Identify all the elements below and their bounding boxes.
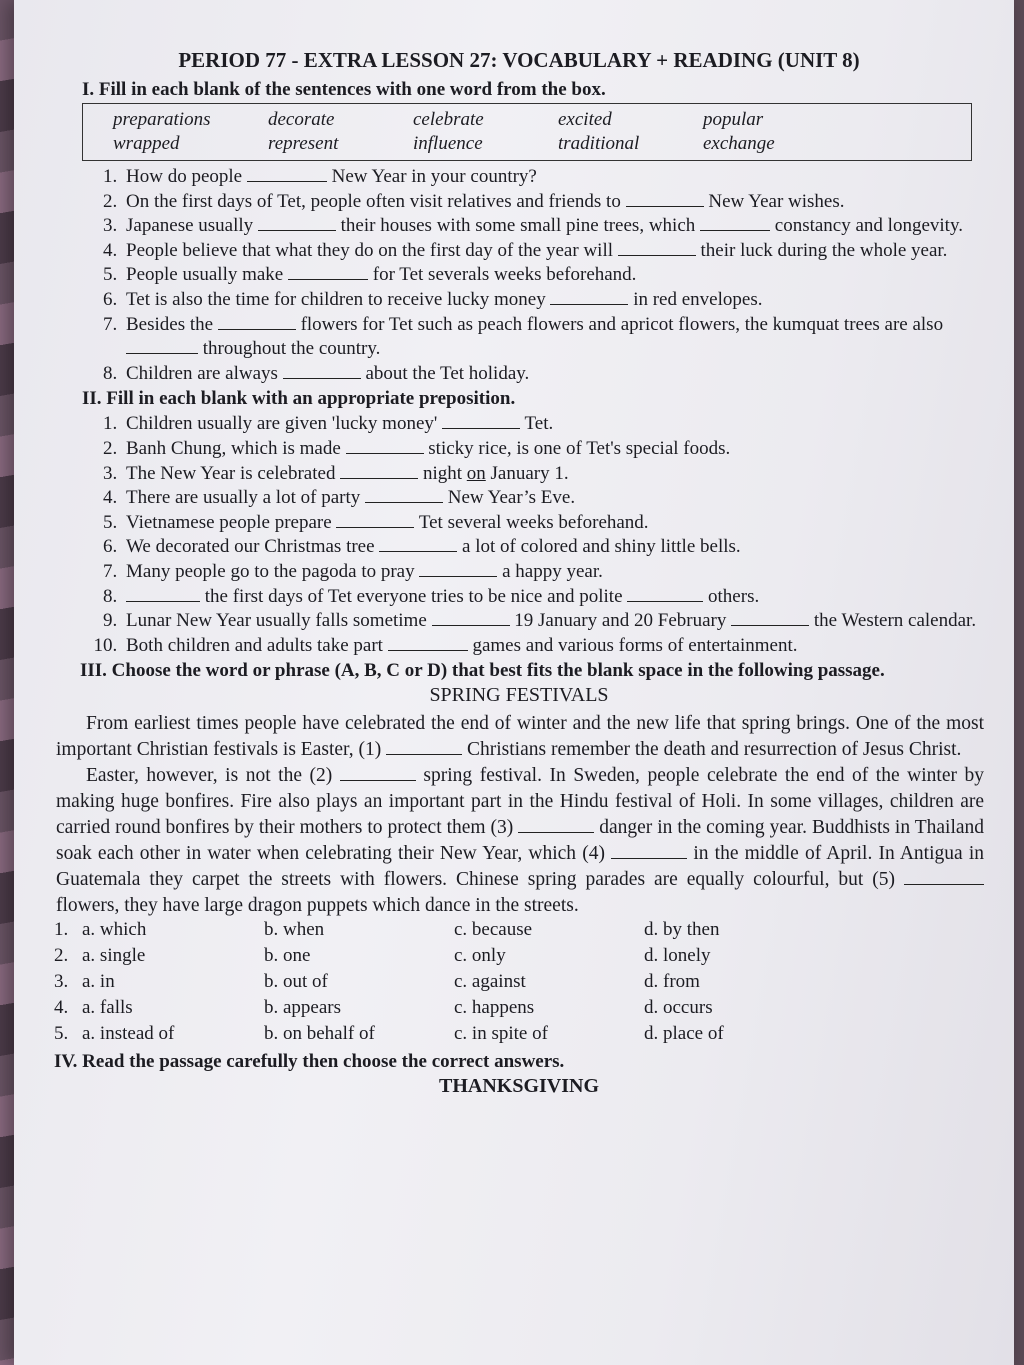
answer-blank[interactable]: [288, 263, 368, 280]
question-text: January 1.: [490, 462, 569, 484]
section-4-heading: IV. Read the passage carefully then choose the correct answers.: [54, 1051, 565, 1073]
option-a[interactable]: a. which: [82, 919, 147, 941]
question-text: night: [422, 462, 463, 484]
question-text: games and various forms of entertainment.: [472, 634, 798, 656]
passage-text: flowers, they have large dragon puppets which dance in the streets.: [56, 895, 579, 917]
word-box: [82, 103, 972, 161]
question-text: Children are always: [126, 362, 278, 384]
word-box-item: wrapped: [113, 133, 180, 154]
section-1-heading: I. Fill in each blank of the sentences with one word from the box.: [82, 79, 606, 100]
passage-text: spring festival. In Sweden, people celebrate the end of the winter by making huge bonfires. Fire also plays an important part in the Hindu festival of Holi. In some villages, children are carried round bonfires by their mothers to protect them (3): [56, 765, 985, 839]
option-b[interactable]: b. appears: [264, 997, 342, 1019]
worksheet-paper: [14, 0, 1014, 1365]
option-c[interactable]: c. only: [454, 945, 506, 967]
question-text: Children usually are given 'lucky money': [126, 413, 438, 435]
question-item: [122, 634, 984, 659]
option-number: 2.: [54, 945, 69, 967]
question-text: Tet several weeks beforehand.: [418, 511, 649, 533]
answer-blank[interactable]: [700, 214, 770, 231]
question-item: [122, 362, 984, 387]
passage-text: Christians remember the death and resurrection of Jesus Christ.: [467, 739, 962, 761]
question-item: [122, 165, 984, 190]
question-text: We decorated our Christmas tree: [126, 536, 375, 558]
passage-title: SPRING FESTIVALS: [429, 684, 609, 707]
word-box-row-2: [113, 132, 941, 156]
question-text: Japanese usually: [126, 215, 254, 237]
answer-blank[interactable]: [442, 412, 520, 429]
question-text: Banh Chung, which is made: [126, 437, 341, 459]
word-box-item: popular: [703, 109, 764, 130]
option-c[interactable]: c. in spite of: [454, 1023, 548, 1045]
question-item: [122, 313, 984, 362]
word-box-item: excited: [558, 109, 612, 130]
question-item: [122, 462, 984, 487]
question-text: their luck during the whole year.: [700, 239, 948, 261]
option-row: [54, 1023, 724, 1049]
option-b[interactable]: b. when: [264, 919, 325, 941]
answer-blank[interactable]: [379, 535, 457, 552]
question-item: [122, 535, 984, 560]
option-a[interactable]: a. single: [82, 945, 146, 967]
question-item: [122, 288, 984, 313]
question-text: 19 January and 20 February: [514, 610, 727, 632]
question-text: Many people go to the pagoda to pray: [126, 560, 415, 582]
answer-blank[interactable]: [283, 362, 361, 379]
question-text: about the Tet holiday.: [365, 362, 530, 384]
question-text: a lot of colored and shiny little bells.: [462, 536, 741, 558]
answer-blank[interactable]: [618, 239, 696, 256]
question-text: flowers for Tet such as peach flowers and apricot flowers, the kumquat trees are also: [300, 313, 944, 335]
question-text: On the first days of Tet, people often visit relatives and friends to: [126, 190, 621, 212]
answer-blank[interactable]: [336, 511, 414, 528]
question-item: [122, 609, 984, 634]
option-row: [54, 971, 724, 997]
question-text: The New Year is celebrated: [126, 462, 336, 484]
option-b[interactable]: b. one: [264, 945, 311, 967]
section-3-heading: III. Choose the word or phrase (A, B, C or D) that best fits the blank space in the following passage.: [80, 660, 885, 682]
answer-blank[interactable]: [126, 585, 200, 602]
question-text: Both children and adults take part: [126, 634, 383, 656]
option-number: 3.: [54, 971, 69, 993]
answer-blank[interactable]: [627, 585, 703, 602]
question-item: [122, 263, 984, 288]
option-row: [54, 919, 724, 945]
option-a[interactable]: a. falls: [82, 997, 133, 1019]
page-title: PERIOD 77 - EXTRA LESSON 27: VOCABULARY + READING (UNIT 8): [178, 48, 860, 72]
word-box-item: decorate: [268, 109, 335, 130]
question-text: in red envelopes.: [633, 288, 763, 310]
answer-blank[interactable]: [904, 868, 984, 885]
word-box-item: influence: [413, 133, 483, 154]
word-box-item: represent: [268, 133, 339, 154]
word-box-row-1: [113, 108, 941, 132]
question-text: New Year wishes.: [708, 190, 845, 212]
passage-paragraph: [56, 763, 984, 919]
question-item: [122, 412, 984, 437]
passage-text: Easter, however, is not the (2): [86, 765, 333, 787]
underlined-word: on: [466, 462, 486, 484]
passage-paragraph: [56, 711, 984, 763]
passage-title: THANKSGIVING: [438, 1075, 600, 1098]
question-text: Tet.: [524, 413, 554, 435]
answer-blank[interactable]: [550, 288, 628, 305]
question-item: [122, 190, 984, 215]
question-item: [122, 437, 984, 462]
question-text: Tet is also the time for children to receive lucky money: [126, 288, 546, 310]
option-number: 5.: [54, 1023, 69, 1045]
answer-blank[interactable]: [432, 609, 510, 626]
answer-blank[interactable]: [388, 634, 468, 651]
option-c[interactable]: c. because: [454, 919, 533, 941]
option-c[interactable]: c. against: [454, 971, 526, 993]
question-text: There are usually a lot of party: [126, 487, 361, 509]
question-text: New Year in your country?: [331, 166, 537, 187]
option-b[interactable]: b. out of: [264, 971, 328, 993]
question-item: [122, 486, 984, 511]
answer-blank[interactable]: [340, 764, 416, 781]
passage-text: danger in the coming year. Buddhists in Thailand soak each other in water when celebrating their New Year, which (4): [56, 817, 985, 865]
question-text: constancy and longevity.: [774, 215, 963, 237]
word-box-item: exchange: [703, 133, 775, 154]
option-d[interactable]: d. lonely: [644, 945, 711, 967]
answer-blank[interactable]: [340, 462, 418, 479]
question-text: Besides the: [126, 313, 214, 335]
question-item: [122, 585, 984, 610]
option-d[interactable]: d. occurs: [644, 997, 713, 1019]
question-item: [122, 214, 984, 239]
section-2-questions: [54, 412, 984, 658]
option-d[interactable]: d. from: [644, 971, 700, 993]
question-text: People believe that what they do on the first day of the year will: [126, 239, 613, 261]
option-a[interactable]: a. in: [82, 971, 115, 993]
answer-blank[interactable]: [386, 738, 462, 755]
question-text: People usually make: [126, 264, 284, 286]
answer-blank[interactable]: [365, 486, 443, 503]
answer-blank[interactable]: [626, 190, 704, 207]
word-box-item: traditional: [558, 133, 640, 154]
answer-blank[interactable]: [731, 609, 809, 626]
question-item: [122, 239, 984, 264]
word-box-item: preparations: [113, 109, 211, 130]
option-number: 4.: [54, 997, 69, 1019]
question-text: for Tet severals weeks beforehand.: [372, 264, 637, 286]
question-text: others.: [708, 585, 760, 607]
question-text: the Western calendar.: [813, 610, 977, 632]
option-row: [54, 997, 724, 1023]
question-text: Lunar New Year usually falls sometime: [126, 610, 427, 632]
option-d[interactable]: d. place of: [644, 1023, 724, 1045]
answer-blank[interactable]: [611, 842, 687, 859]
answer-options-table: [54, 919, 724, 1049]
option-d[interactable]: d. by then: [644, 919, 720, 941]
worksheet-content: [54, 40, 984, 1102]
passage-spring-festivals: [56, 711, 984, 919]
answer-blank[interactable]: [247, 165, 327, 182]
answer-blank[interactable]: [518, 816, 594, 833]
question-text: throughout the country.: [202, 338, 381, 360]
question-text: New Year’s Eve.: [447, 487, 576, 509]
section-2-heading: II. Fill in each blank with an appropriate preposition.: [82, 388, 516, 410]
passage-text: in the middle of April. In Antigua in Guatemala they carpet the streets with flowers. Chinese spring parades are equally colourful, but (5): [56, 843, 985, 891]
question-item: [122, 511, 984, 536]
question-text: the first days of Tet everyone tries to be nice and polite: [204, 585, 623, 607]
question-text: a happy year.: [502, 560, 603, 582]
question-item: [122, 560, 984, 585]
question-text: their houses with some small pine trees, which: [340, 215, 696, 237]
option-a[interactable]: a. instead of: [82, 1023, 175, 1045]
section-1-questions: [54, 165, 984, 386]
answer-blank[interactable]: [346, 437, 424, 454]
option-b[interactable]: b. on behalf of: [264, 1023, 375, 1045]
answer-blank[interactable]: [419, 560, 497, 577]
option-number: 1.: [54, 919, 69, 941]
option-c[interactable]: c. happens: [454, 997, 535, 1019]
question-text: sticky rice, is one of Tet's special foods.: [428, 437, 731, 459]
option-row: [54, 945, 724, 971]
answer-blank[interactable]: [218, 313, 296, 330]
word-box-item: celebrate: [413, 109, 484, 130]
passage-text: From earliest times people have celebrated the end of winter and the new life that spring brings. One of the most important Christian festivals is Easter, (1): [56, 713, 984, 761]
answer-blank[interactable]: [126, 337, 198, 354]
question-text: How do people: [126, 166, 243, 187]
question-text: Vietnamese people prepare: [126, 511, 332, 533]
answer-blank[interactable]: [258, 214, 336, 231]
